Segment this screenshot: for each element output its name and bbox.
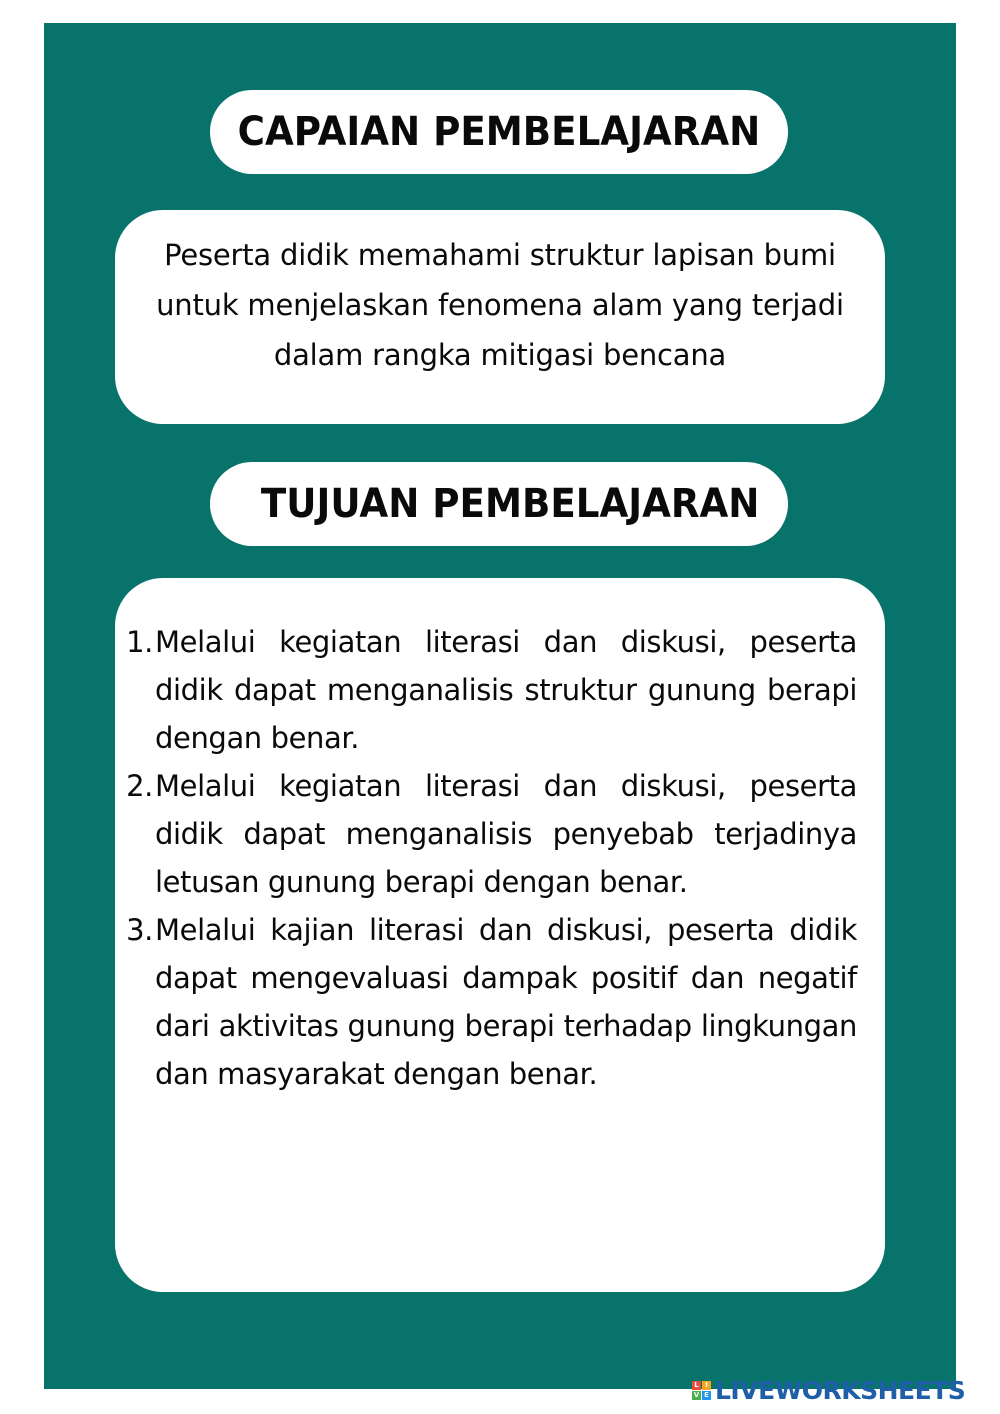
tujuan-item-text: Melalui kegiatan literasi dan diskusi, peserta didik dapat menganalisis struktur gunung berapi dengan benar. <box>155 625 857 755</box>
tujuan-list <box>127 618 857 1098</box>
logo-letter-l: L <box>692 1381 701 1390</box>
capaian-text: Peserta didik memahami struktur lapisan bumi untuk menjelaskan fenomena alam yang terjadi dalam rangka mitigasi bencana <box>156 238 844 372</box>
tujuan-title-pill <box>210 462 788 546</box>
liveworksheets-logo-icon <box>692 1381 711 1400</box>
capaian-title-pill <box>210 90 788 174</box>
capaian-card <box>115 210 885 424</box>
tujuan-item-3 <box>127 906 857 1098</box>
tujuan-item-text: Melalui kajian literasi dan diskusi, peserta didik dapat mengevaluasi dampak positif dan negatif dari aktivitas gunung berapi terhadap lingkungan dan masyarakat dengan benar. <box>155 913 857 1091</box>
tujuan-title: TUJUAN PEMBELAJARAN <box>260 481 760 527</box>
tujuan-item-number: 1. <box>126 625 153 659</box>
liveworksheets-text: LIVEWORKSHEETS <box>715 1376 966 1405</box>
tujuan-item-text: Melalui kegiatan literasi dan diskusi, peserta didik dapat menganalisis penyebab terjadinya letusan gunung berapi dengan benar. <box>155 769 857 899</box>
capaian-title: CAPAIAN PEMBELAJARAN <box>237 109 761 155</box>
liveworksheets-watermark[interactable] <box>692 1376 965 1405</box>
logo-letter-v: V <box>693 1391 700 1399</box>
tujuan-item-number: 2. <box>126 769 153 803</box>
tujuan-item-1 <box>127 618 857 762</box>
tujuan-card <box>115 578 885 1292</box>
tujuan-item-number: 3. <box>126 913 153 947</box>
logo-letter-e: E <box>702 1391 711 1400</box>
tujuan-item-2 <box>127 762 857 906</box>
logo-letter-i: I <box>702 1381 711 1390</box>
